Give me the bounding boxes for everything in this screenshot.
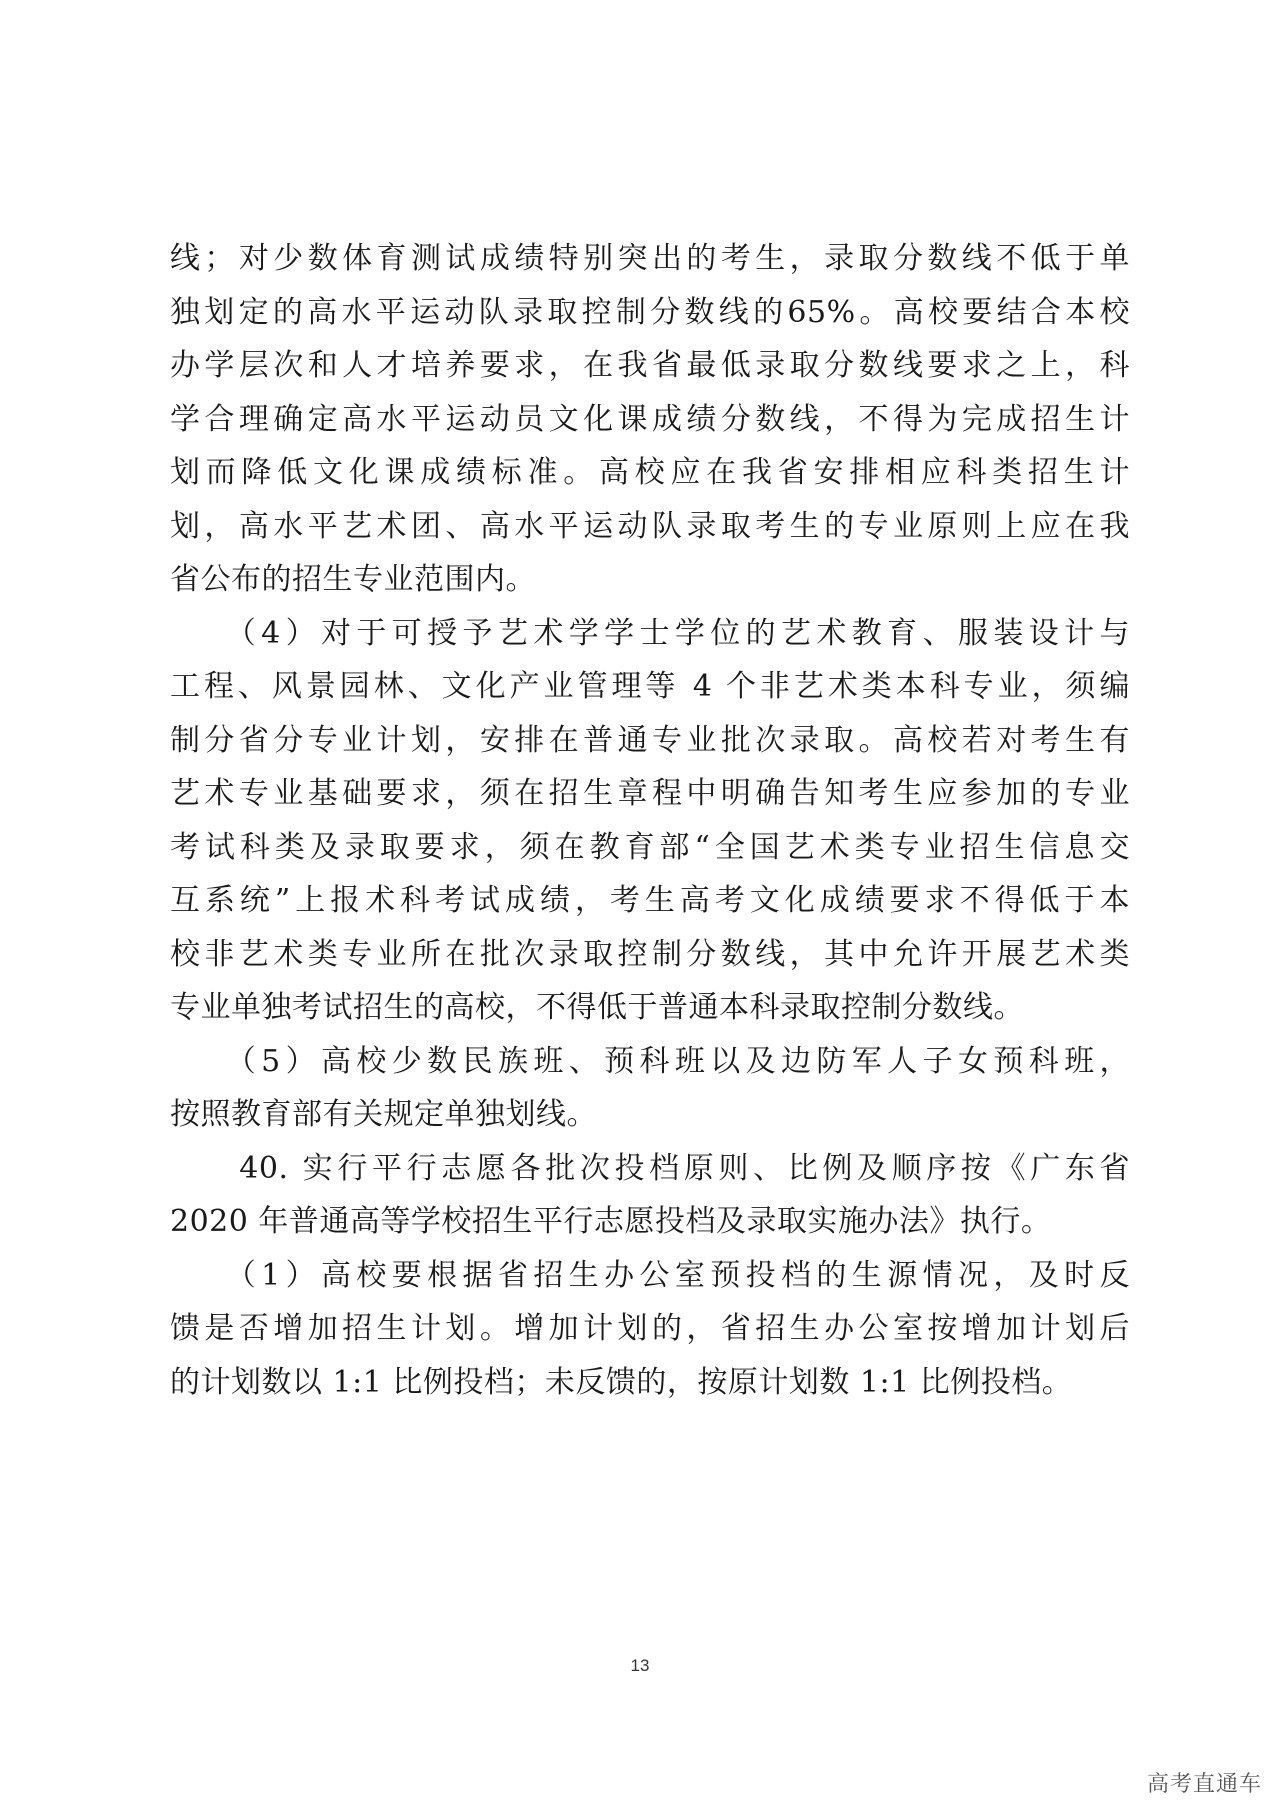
text-line: 互系统”上报术科考试成绩，考生高考文化成绩要求不得低于本 (170, 883, 1130, 918)
text-line: 艺术专业基础要求，须在招生章程中明确告知考生应参加的专业 (170, 776, 1130, 811)
text-line: （5）高校少数民族班、预科班以及边防军人子女预科班， (170, 1043, 1130, 1079)
text-line: 制分省分专业计划，安排在普通专业批次录取。高校若对考生有 (170, 722, 1130, 758)
text-line: 工程、风景园林、文化产业管理等 4 个非艺术类本科专业，须编 (170, 669, 1130, 704)
watermark: 高考直通车 (1146, 1772, 1262, 1797)
text-line: 按照教育部有关规定单独划线。 (170, 1097, 597, 1132)
text-line: 2020 年普通高等学校招生平行志愿投档及录取实施办法》执行。 (170, 1204, 1052, 1239)
text-line: 馈是否增加招生计划。增加计划的，省招生办公室按增加计划后 (170, 1311, 1130, 1346)
body-text (170, 232, 1130, 1409)
text-line: 省公布的招生专业范围内。 (170, 562, 536, 597)
text-line: 学合理确定高水平运动员文化课成绩分数线，不得为完成招生计 (170, 401, 1130, 437)
text-line: （4）对于可授予艺术学学士学位的艺术教育、服装设计与 (170, 615, 1130, 651)
text-line: 校非艺术类专业所在批次录取控制分数线，其中允许开展艺术类 (170, 936, 1130, 972)
text-line: 考试科类及录取要求，须在教育部“全国艺术类专业招生信息交 (170, 829, 1130, 865)
text-line: 的计划数以 1:1 比例投档；未反馈的，按原计划数 1:1 比例投档。 (170, 1364, 1073, 1400)
text-line: （1）高校要根据省招生办公室预投档的生源情况，及时反 (170, 1257, 1130, 1293)
text-line: 办学层次和人才培养要求，在我省最低录取分数线要求之上，科 (170, 348, 1130, 383)
text-line: 线；对少数体育测试成绩特别突出的考生，录取分数线不低于单 (170, 241, 1130, 276)
text-line: 划，高水平艺术团、高水平运动队录取考生的专业原则上应在我 (170, 508, 1130, 544)
page-number: 13 (630, 1656, 650, 1675)
text-line: 40. 实行平行志愿各批次投档原则、比例及顺序按《广东省 (170, 1150, 1130, 1186)
text-line: 专业单独考试招生的高校，不得低于普通本科录取控制分数线。 (170, 990, 1024, 1025)
text-line: 独划定的高水平运动队录取控制分数线的65%。高校要结合本校 (170, 294, 1130, 330)
text-line: 划而降低文化课成绩标准。高校应在我省安排相应科类招生计 (170, 455, 1130, 490)
